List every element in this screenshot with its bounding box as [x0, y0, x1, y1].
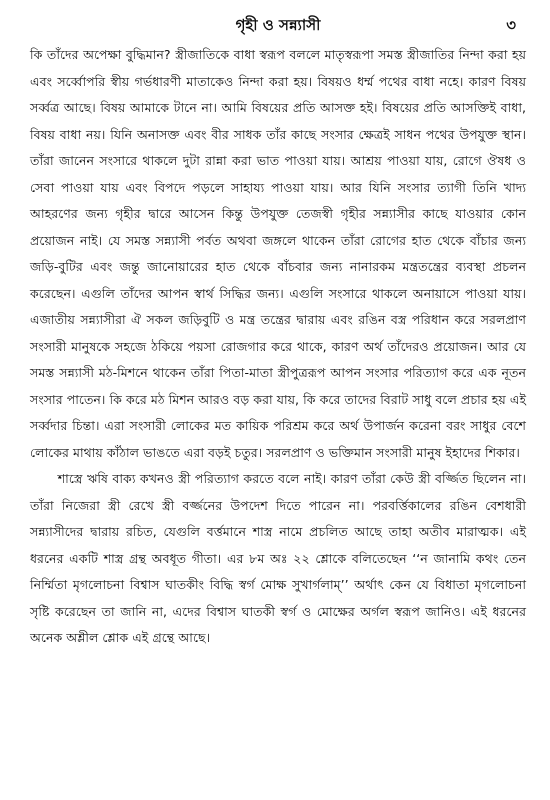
body-text [30, 42, 526, 652]
running-title: গৃহী ও সন্ন্যাসী [235, 16, 321, 34]
paragraph-2: শাস্ত্রে ঋষি বাক্য কখনও স্ত্রী পরিত্যাগ করতে বলে নাই। কারণ তাঁরা কেউ স্ত্রী বর্জ্জিত ছিলেন না। তাঁরা নিজেরা স্ত্রী রেখে স্ত্রী বর্জ্জনের উপদেশ দিতে পারেন না। পরবর্ত্তিকালের রঙিন বেশধারী সন্ন্যাসীদের দ্বারায় রচিত, যেগুলি বর্ত্তমানে শাস্ত্র নামে প্রচলিত আছে তাহা অতীব মারাত্মক। এই ধরনের একটি শাস্ত্র গ্রন্থ অবধূত গীতা। এর ৮ম অঃ ২২ শ্লোকে বলিতেছেন ‘‘ন জানামি কথং তেন নির্ম্মিতা মৃগলোচনা বিশ্বাস ঘাতকীং বিদ্ধি স্বর্গ মোক্ষ সুখার্গলাম্’’ অর্থাৎ কেন যে বিধাতা মৃগলোচনা সৃষ্টি করেছেন তা জানি না, এদের বিশ্বাস ঘাতকী স্বর্গ ও মোক্ষের অর্গল স্বরূপ জানিও। এই ধরনের অনেক অশ্লীল শ্লোক এই গ্রন্থে আছে। [30, 471, 526, 645]
paragraph-1: কি তাঁদের অপেক্ষা বুদ্ধিমান? স্ত্রীজাতিকে বাধা স্বরূপ বললে মাতৃস্বরূপা সমস্ত স্ত্রীজাতির নিন্দা করা হয় এবং সর্ব্বোপরি স্বীয় গর্ভধারণী মাতাকেও নিন্দা করা হয়। বিষয়ও ধর্ম্ম পথের বাধা নহে। কারণ বিষয় সর্ব্বত্র আছে। বিষয় আমাকে টানে না। আমি বিষয়ের প্রতি আসক্ত হই। বিষয়ের প্রতি আসক্তিই বাধা, বিষয় বাধা নয়। যিনি অনাসক্ত এবং বীর সাধক তাঁর কাছে সংসার ক্ষেত্রই সাধন পথের উপযুক্ত স্থান। তাঁরা জানেন সংসারে থাকলে দুটা রান্না করা ভাত পাওয়া যায়। আশ্রয় পাওয়া যায়, রোগে ঔষধ ও সেবা পাওয়া যায় এবং বিপদে পড়লে সাহায্য পাওয়া যায়। আর যিনি সংসার ত্যাগী তিনি খাদ্য আহরণের জন্য গৃহীর দ্বারে আসেন কিন্তু উপযুক্ত তেজস্বী গৃহীর সন্ন্যাসীর কাছে যাওয়ার কোন প্রয়োজন নাই। যে সমস্ত সন্ন্যাসী পর্বত অথবা জঙ্গলে থাকেন তাঁরা রোগের হাত থেকে বাঁচার জন্য জড়ি-বুটির এবং জন্তু জানোয়ারের হাত থেকে বাঁচবার জন্য নানারকম মন্ত্রতন্ত্রের ব্যবস্থা প্রচলন করেছেন। এগুলি তাঁদের আপন স্বার্থ সিদ্ধির জন্য। এগুলি সংসারে থাকলে অনায়াসে পাওয়া যায়। এজাতীয় সন্ন্যাসীরা ঐ সকল জড়িবুটি ও মন্ত্র তন্ত্রের দ্বারায় এবং রঙিন বস্ত্র পরিধান করে সরলপ্রাণ সংসারী মানুষকে সহজে ঠকিয়ে পয়সা রোজগার করে থাকে, কারণ অর্থ তাঁদেরও প্রয়োজন। আর যে সমস্ত সন্ন্যাসী মঠ-মিশনে থাকেন তাঁরা পিতা-মাতা স্ত্রীপুত্ররূপ আপন সংসার পরিত্যাগ করে এক নূতন সংসার পাতেন। কি করে মঠ মিশন আরও বড় করা যায়, কি করে তাদের বিরাট সাধু বলে প্রচার হয় এই সর্ব্বদার চিন্তা। এরা সংসারী লোকের মত কায়িক পরিশ্রম করে অর্থ উপার্জন করেনা বরং সাধুর বেশে লোকের মাথায় কাঁঠাল ভাঙতে এরা বড়ই চতুর। সরলপ্রাণ ও ভক্তিমান সংসারী মানুষ ইহাদের শিকার। [30, 47, 526, 460]
running-head [30, 14, 526, 38]
page-number: ৩ [506, 16, 516, 34]
